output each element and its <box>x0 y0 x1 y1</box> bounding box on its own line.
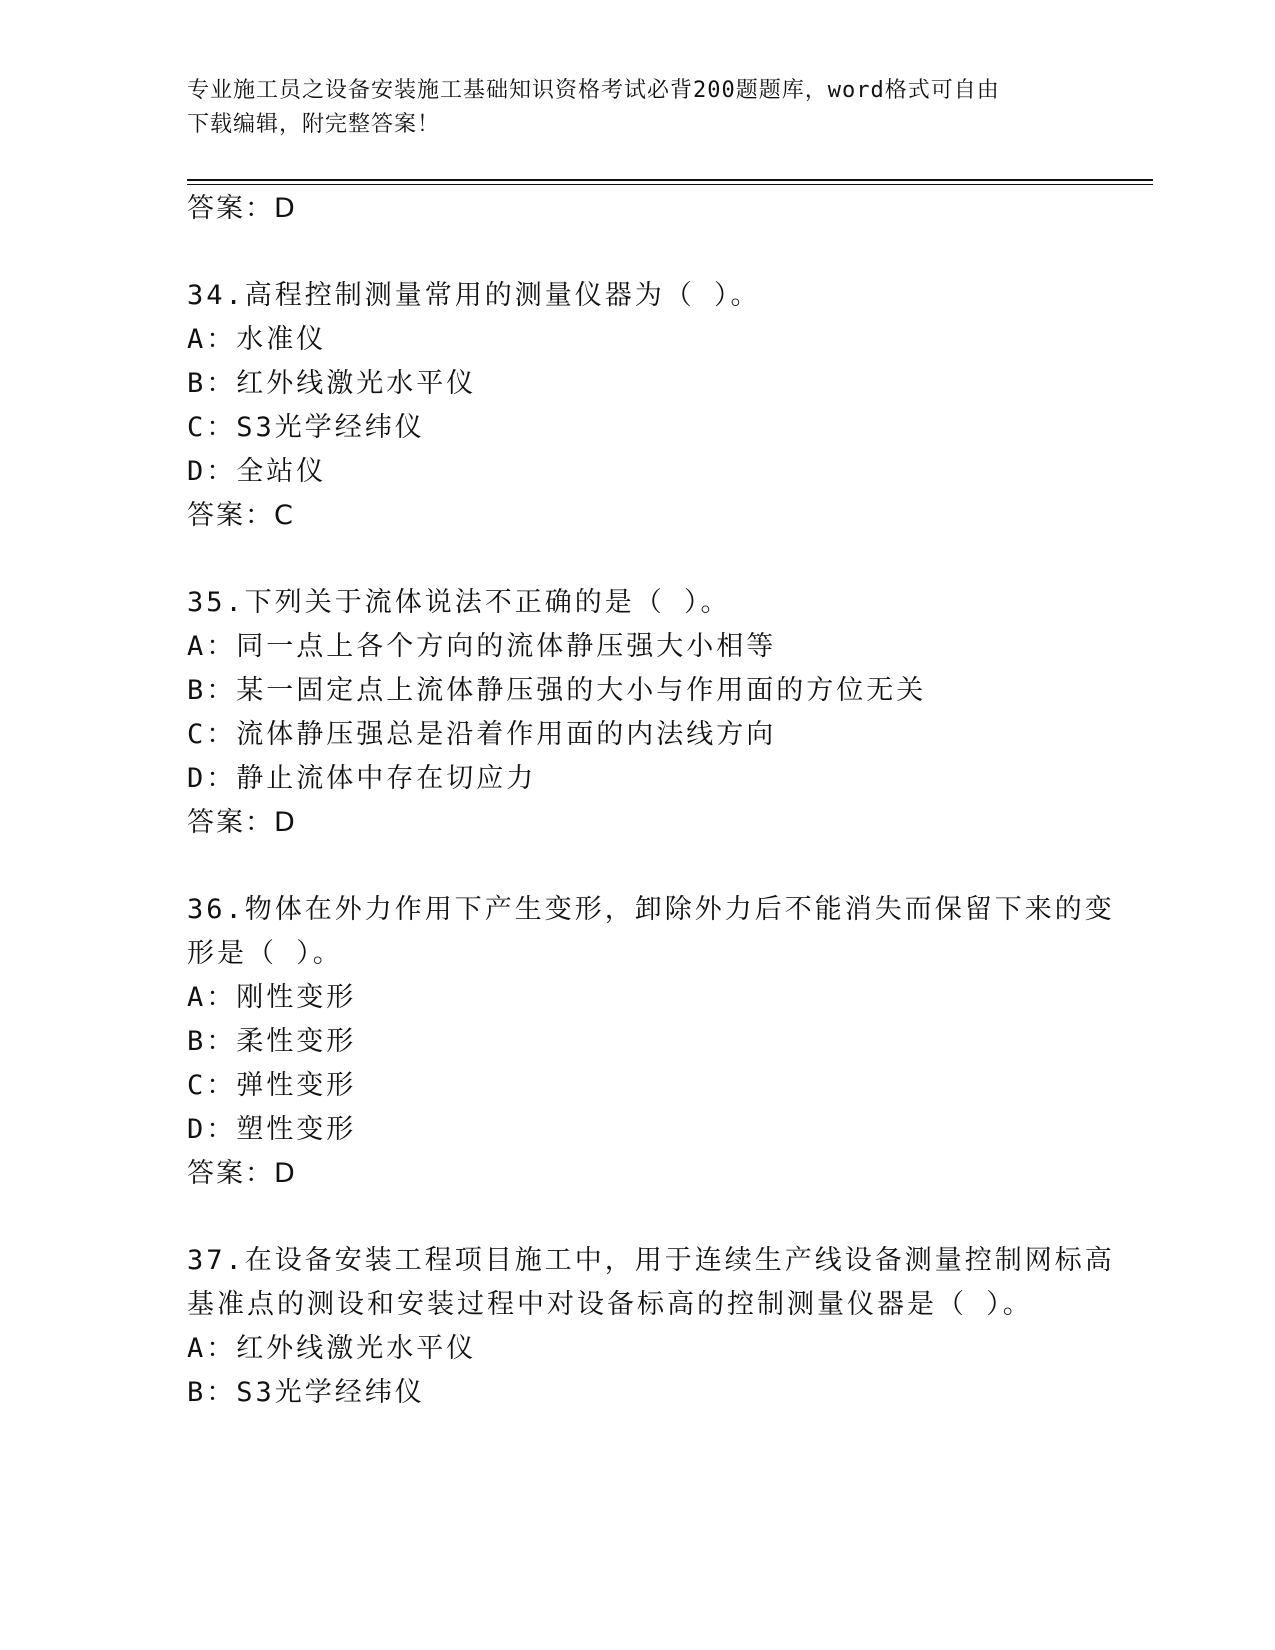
question-37-stem-line-2: 基准点的测设和安装过程中对设备标高的控制测量仪器是（ ）。 <box>187 1289 1033 1320</box>
header-divider-thick <box>187 179 1153 181</box>
question-36-stem-line-1: 36.物体在外力作用下产生变形，卸除外力后不能消失而保留下来的变 <box>187 894 1115 925</box>
question-34-option-c: C：S3光学经纬仪 <box>187 412 425 443</box>
question-36-option-a: A：刚性变形 <box>187 982 357 1013</box>
question-34-option-d: D：全站仪 <box>187 456 327 487</box>
question-34-stem: 34.高程控制测量常用的测量仪器为（ ）。 <box>187 280 761 311</box>
question-35-answer: 答案：D <box>187 807 297 838</box>
question-36-option-b: B：柔性变形 <box>187 1026 357 1057</box>
question-36-answer: 答案：D <box>187 1158 297 1189</box>
question-36-option-d: D：塑性变形 <box>187 1114 357 1145</box>
question-35-option-d: D：静止流体中存在切应力 <box>187 763 537 794</box>
question-35-option-a: A：同一点上各个方向的流体静压强大小相等 <box>187 631 777 662</box>
question-34-option-b: B：红外线激光水平仪 <box>187 368 477 399</box>
question-34-answer: 答案：C <box>187 500 295 531</box>
question-36-option-c: C：弹性变形 <box>187 1070 357 1101</box>
question-34-option-a: A：水准仪 <box>187 324 327 355</box>
question-35-option-b: B：某一固定点上流体静压强的大小与作用面的方位无关 <box>187 675 927 706</box>
header-divider-thin <box>187 184 1153 185</box>
question-35-stem: 35.下列关于流体说法不正确的是（ ）。 <box>187 587 731 618</box>
question-37-option-b: B：S3光学经纬仪 <box>187 1377 425 1408</box>
header-line-2: 下载编辑，附完整答案！ <box>187 112 441 137</box>
document-header <box>187 74 1067 142</box>
question-37-option-a: A：红外线激光水平仪 <box>187 1333 477 1364</box>
question-35-option-c: C：流体静压强总是沿着作用面的内法线方向 <box>187 719 777 750</box>
question-36-stem-line-2: 形是（ ）。 <box>187 938 343 969</box>
header-line-1: 专业施工员之设备安装施工基础知识资格考试必背200题题库，word格式可自由 <box>187 78 1000 103</box>
answer-q33: 答案：D <box>187 193 297 224</box>
question-37-stem-line-1: 37.在设备安装工程项目施工中，用于连续生产线设备测量控制网标高 <box>187 1245 1115 1276</box>
